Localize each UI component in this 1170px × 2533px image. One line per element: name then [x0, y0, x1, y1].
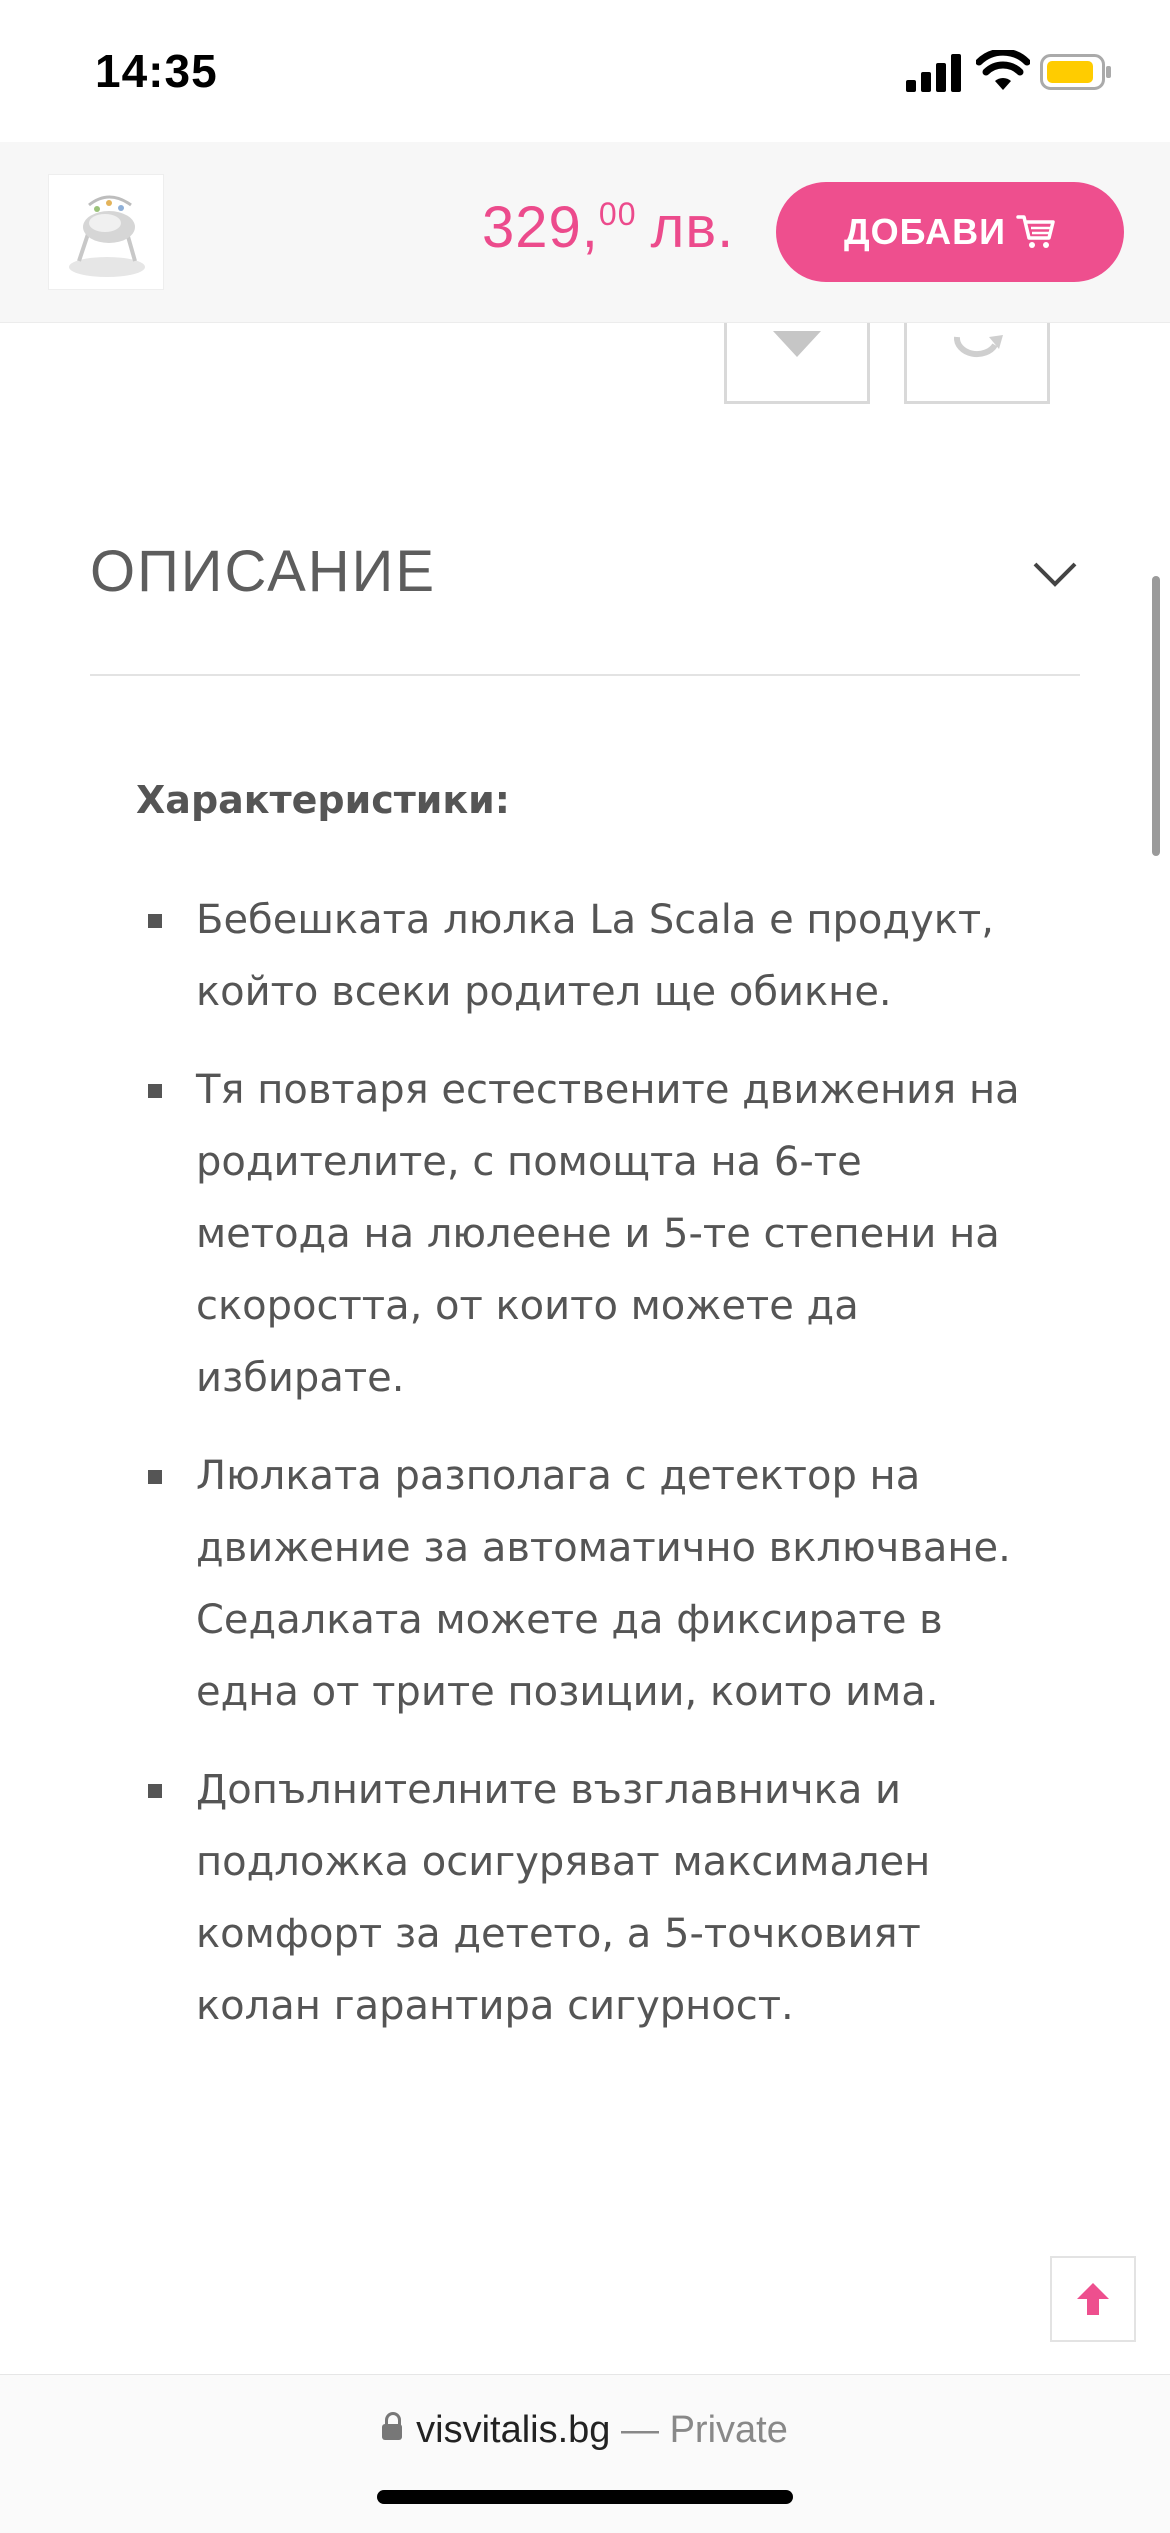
list-item: Бебешката люлка La Scala е продукт, който всеки родител ще обикне.	[0, 884, 1170, 1028]
browser-address-bar[interactable]	[0, 2374, 1170, 2533]
list-item: Тя повтаря естествените движения на родителите, с помощта на 6-те метода на люлеене и 5-те степени на скоростта, от които можете да избирате.	[0, 1054, 1170, 1414]
bullet-icon	[148, 1470, 162, 1484]
add-to-cart-button[interactable]: ДОБАВИ	[776, 182, 1124, 282]
status-bar	[0, 0, 1170, 142]
chevron-down-icon[interactable]	[1032, 560, 1078, 590]
arrow-up-icon	[1073, 2279, 1113, 2319]
refresh-icon	[949, 331, 1005, 371]
sticky-add-to-cart-bar	[0, 142, 1170, 323]
list-item: Люлката разполага с детектор на движение за автоматично включване. Седалката можете да фиксирате в една от трите позиции, които има.	[0, 1440, 1170, 1728]
bullet-icon	[148, 914, 162, 928]
product-thumbnail[interactable]	[48, 174, 164, 290]
bullet-icon	[148, 1784, 162, 1798]
features-subheading: Характеристики:	[136, 778, 510, 822]
divider	[90, 674, 1080, 676]
product-price: 329,00 лв.	[482, 195, 735, 260]
scrollbar[interactable]	[1152, 576, 1160, 856]
bullet-icon	[148, 1084, 162, 1098]
clock: 14:35	[95, 45, 218, 97]
heart-icon	[767, 331, 827, 371]
battery-icon	[1040, 54, 1112, 90]
features-list	[0, 884, 1170, 2068]
lock-icon	[382, 2424, 402, 2440]
description-heading[interactable]: ОПИСАНИЕ	[90, 539, 437, 604]
back-to-top-button[interactable]	[1050, 2256, 1136, 2342]
wifi-icon	[976, 50, 1030, 90]
cellular-signal-icon	[906, 54, 962, 92]
list-item: Допълнителните възглавничка и подложка осигуряват максимален комфорт за детето, а 5-точковият колан гарантира сигурност.	[0, 1754, 1170, 2042]
cart-icon	[1016, 214, 1056, 250]
home-indicator[interactable]	[377, 2490, 793, 2504]
baby-swing-image	[49, 175, 163, 289]
url-field[interactable]: visvitalis.bg — Private	[0, 2409, 1170, 2452]
